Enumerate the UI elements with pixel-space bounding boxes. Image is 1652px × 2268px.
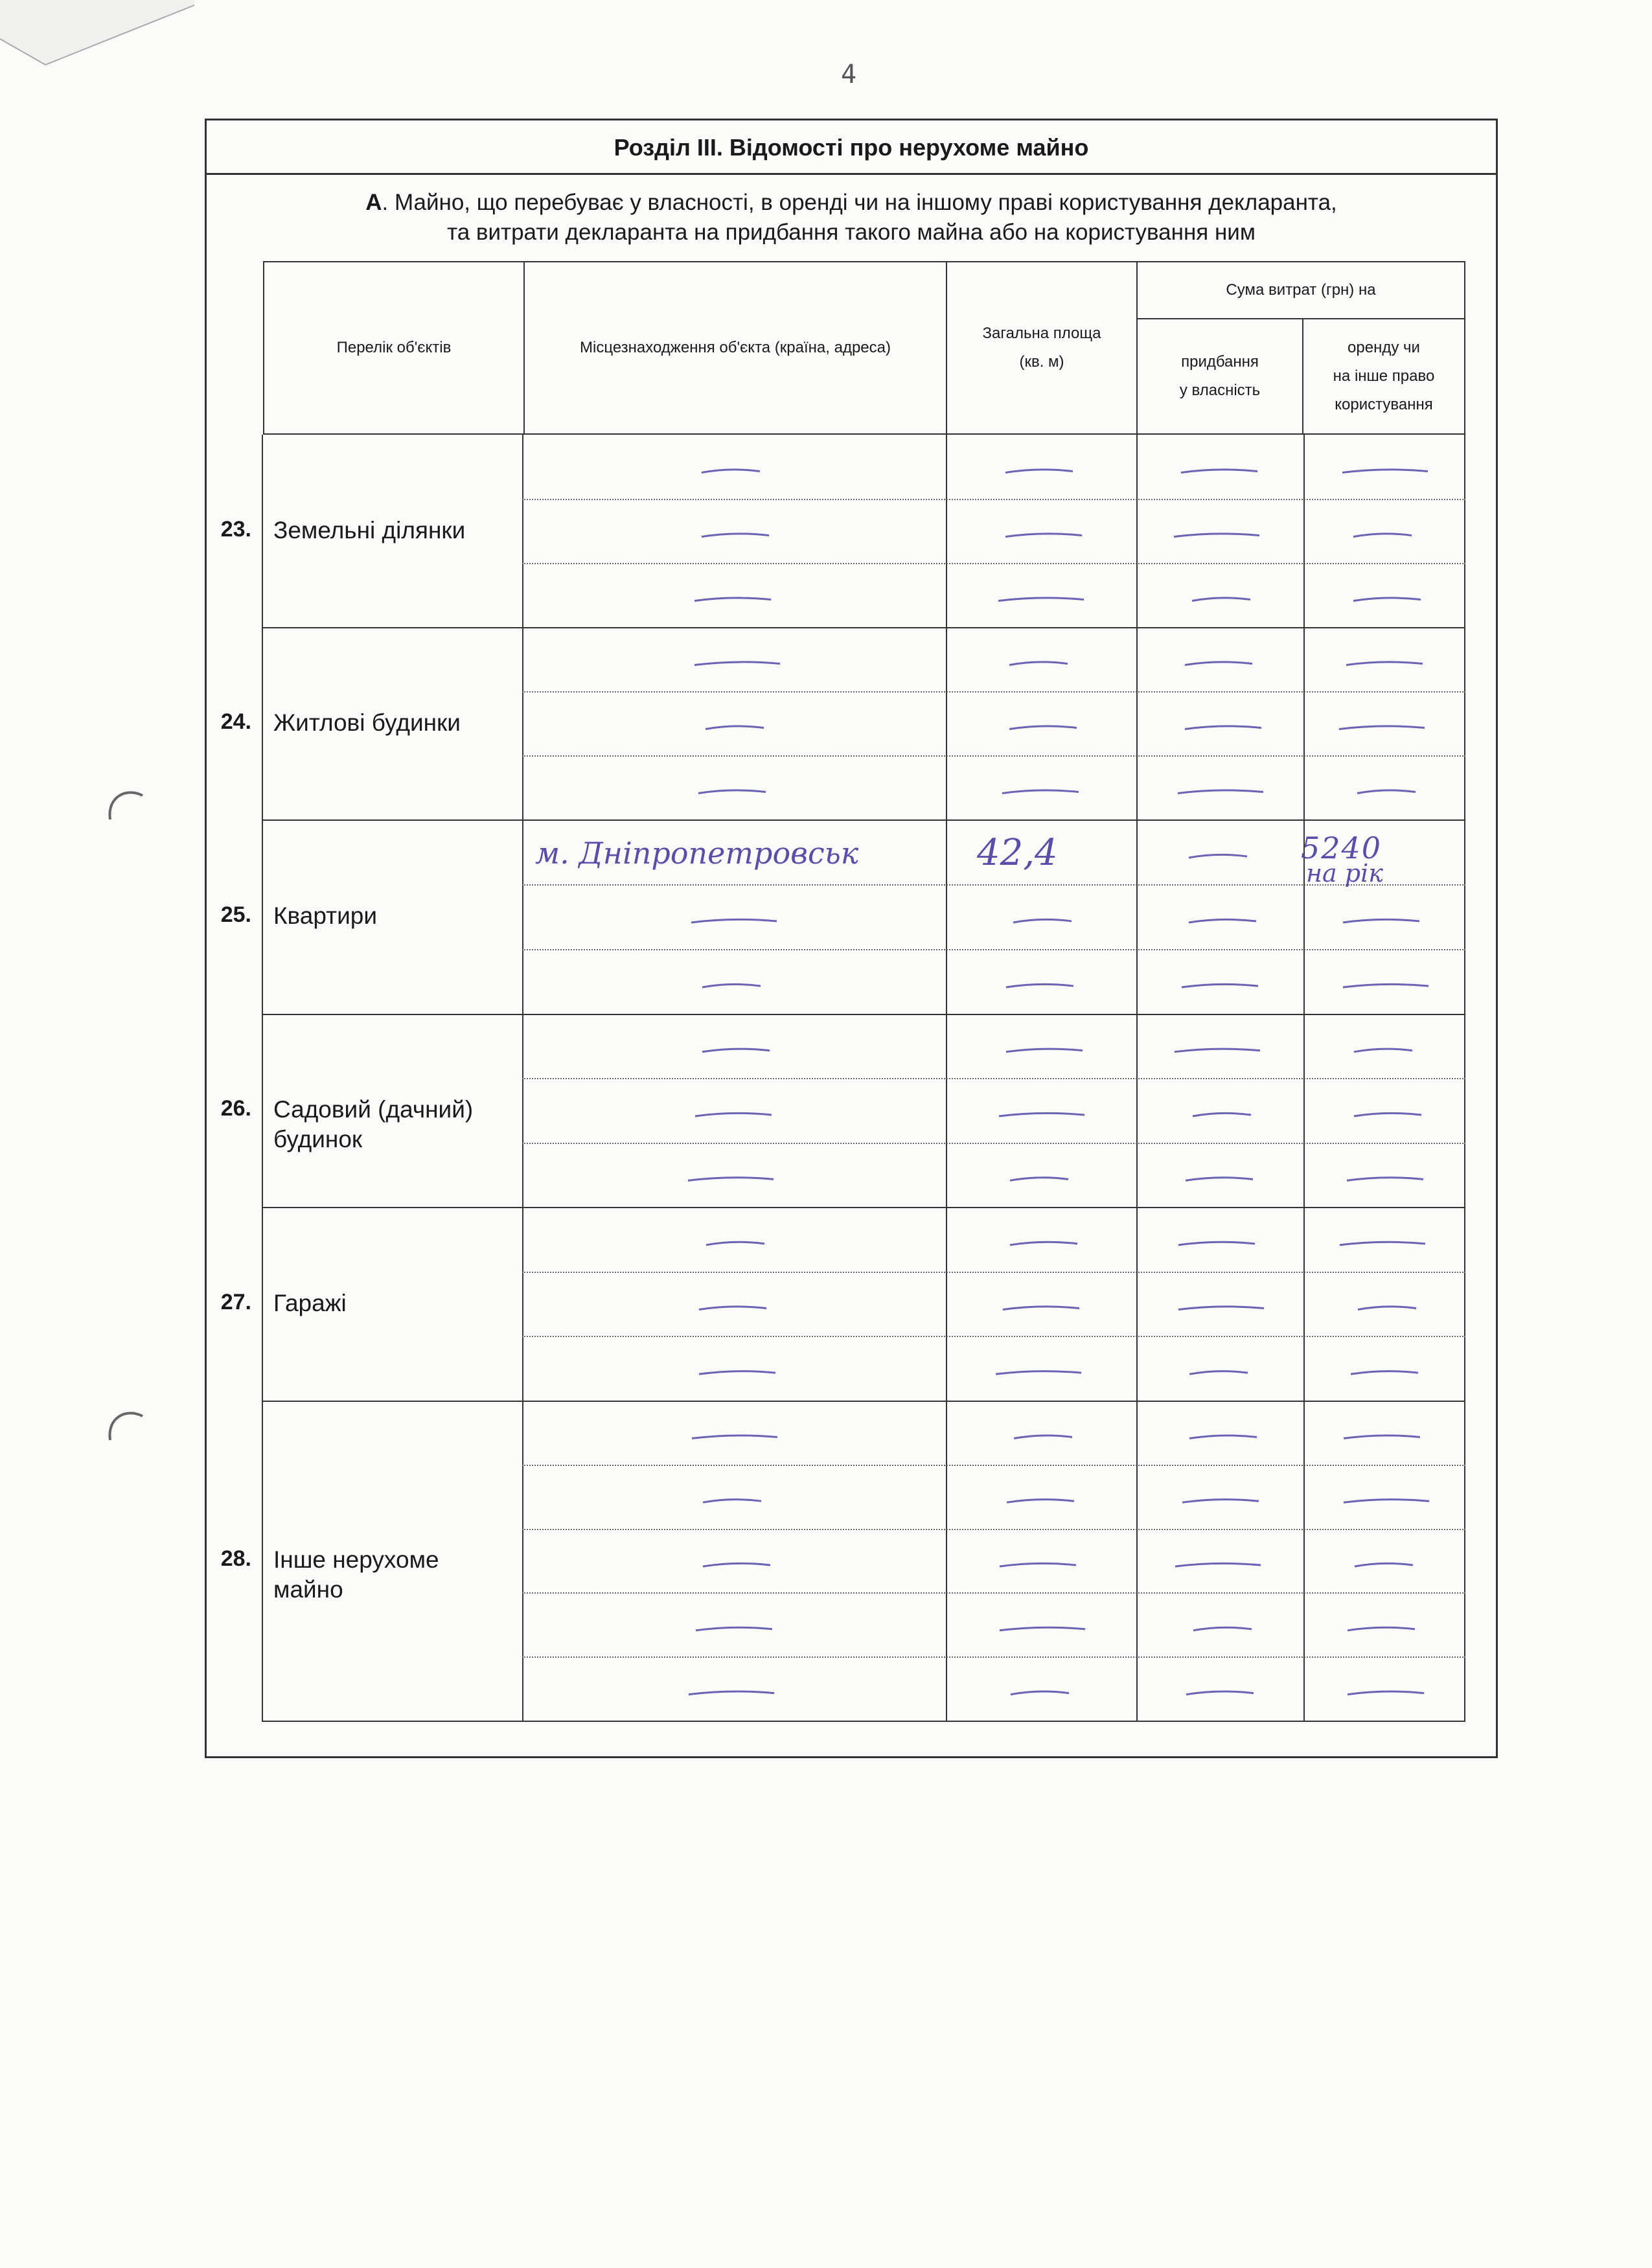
sub-row-divider [522,1143,1465,1144]
page-number: 4 [840,60,857,89]
sub-row-divider [522,949,1465,950]
page-corner-fold [0,0,194,71]
category-number: 25. [220,902,251,927]
header-rent-line-2: на інше право [1333,367,1435,385]
category-separator [262,1014,1465,1015]
category-label-line: Житлові будинки [273,709,461,736]
punch-hole-icon [104,1404,149,1450]
header-purchase [1136,318,1303,435]
category-label-line: Гаражі [273,1289,347,1316]
sub-row-divider [522,1078,1465,1079]
table-bottom-border [262,1721,1465,1722]
category-separator [262,819,1465,821]
category-number: 28. [220,1546,251,1571]
header-location [523,261,947,435]
sub-row-divider [522,1529,1465,1530]
category-number: 27. [220,1289,251,1314]
header-area-line-1: Загальна площа [982,325,1101,342]
sub-row-divider [522,755,1465,757]
category-label-line: майно [273,1576,343,1603]
header-rent [1302,318,1465,435]
category-number: 26. [220,1096,251,1121]
header-objects-text: Перелік об'єктів [336,339,452,356]
sub-row-divider [522,1336,1465,1337]
category-label-line: Садовий (дачний) [273,1096,474,1123]
header-location-text: Місцезнаходження об'єкта (країна, адреса) [580,339,891,356]
category-label [273,1095,513,1154]
category-label [273,1545,513,1605]
header-purchase-line-2: у власність [1179,382,1261,399]
section-title: Розділ ІІІ. Відомості про нерухоме майно [614,134,1089,161]
title-divider [205,173,1498,175]
sub-row-divider [522,1592,1465,1594]
category-separator [262,627,1465,628]
subtitle-line-2: та витрати декларанта на придбання такого майна або на користування ним [447,220,1256,245]
category-label [273,708,513,738]
category-label [273,901,513,931]
category-label [273,516,513,545]
sub-row-divider [522,1465,1465,1466]
category-label-line: Квартири [273,902,377,929]
category-separator [262,1207,1465,1208]
sub-row-divider [522,691,1465,693]
handwritten-rent-amount: 5240 [1301,830,1382,865]
category-label-line: Інше нерухоме [273,1546,439,1573]
category-label [273,1289,513,1318]
category-number: 23. [220,516,251,542]
sub-row-divider [522,499,1465,500]
header-expenses-text: Сума витрат (грн) на [1226,281,1376,299]
handwritten-area: 42,4 [977,832,1058,874]
section-subtitle [205,188,1498,247]
header-purchase-line-1: придбання [1181,353,1259,371]
header-area [946,261,1138,435]
header-rent-line-3: користування [1335,396,1433,413]
subtitle-letter: А [365,190,382,215]
header-rent-line-1: оренду чи [1348,339,1420,356]
category-separator [262,1401,1465,1402]
sub-row-divider [522,1656,1465,1658]
category-number: 24. [220,709,251,734]
category-label-line: будинок [273,1126,363,1152]
sub-row-divider [522,1272,1465,1273]
header-area-line-2: (кв. м) [1019,353,1064,371]
sub-row-divider [522,563,1465,564]
handwritten-rent-period: на рік [1306,859,1383,888]
header-expenses [1136,261,1465,319]
subtitle-line-1: . Майно, що перебуває у власності, в оренді чи на іншому праві користування декларанта, [382,190,1337,215]
header-objects [263,261,525,435]
handwritten-location: м. Дніпропетровськ [535,836,859,871]
category-label-line: Земельні ділянки [273,516,466,544]
punch-hole-icon [104,784,149,829]
